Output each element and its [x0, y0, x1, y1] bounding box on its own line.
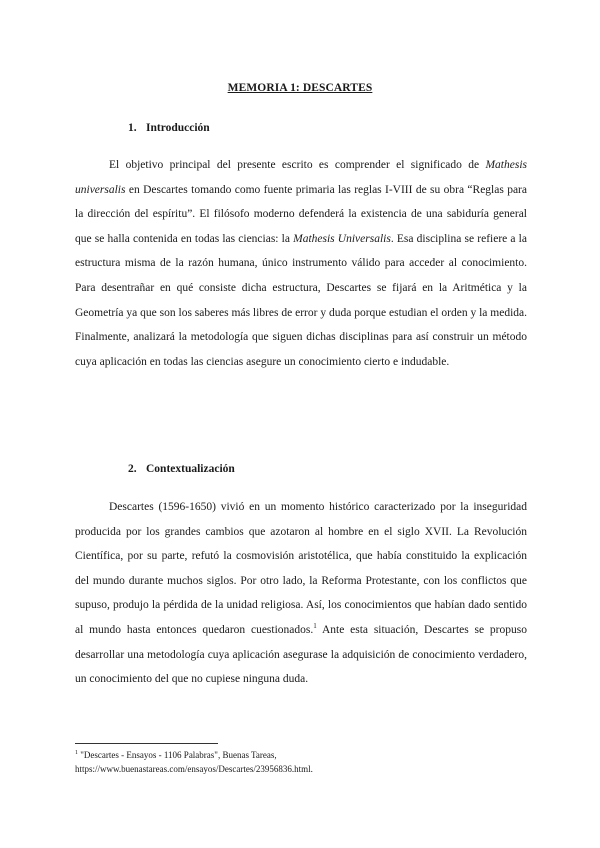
paragraph-text: Descartes (1596-1650) vivió en un momento histórico caracterizado por la inseguridad producida por los grandes cambios que azotaron al hombre en el siglo XVII. La Revolución Científica, por su parte, refutó la cosmovisión aristotélica, que había constituido la explicación del mundo durante muchos siglos. Por otro lado, la Reforma Protestante, con los conflictos que supuso, produjo la pérdida de la unidad religiosa. Así, los conocimientos que habían dado sentido al mundo hasta entonces quedaron cuestionados. — [75, 501, 527, 636]
footnote-mark: 1 — [75, 750, 78, 756]
paragraph-text: El objetivo principal del presente escrito es comprender el significado de — [109, 159, 486, 171]
footnote-text: "Descartes - Ensayos - 1106 Palabras", Buenas Tareas, — [78, 750, 277, 760]
footnote-separator — [75, 743, 218, 744]
section-number: 2. — [128, 463, 137, 475]
italic-term: Mathesis Universalis — [293, 232, 391, 245]
footnote-line — [75, 748, 527, 762]
footnote — [75, 748, 527, 776]
context-paragraph — [75, 495, 527, 692]
paragraph-text: . Esa disciplina se refiere a la estructura misma de la razón humana, único instrumento válido para acceder al conocimiento. Para desentrañar en qué consiste dicha estructura, Descartes se fijará en la Aritmética y la Geometría ya que son los saberes más libres de error y duda porque estudian el orden y la medida. Finalmente, analizará la metodología que siguen dichas disciplinas para así construir un método cuya aplicación en todas las ciencias asegure un conocimiento cierto e indudable. — [75, 232, 527, 368]
section-heading-text: Contextualización — [146, 463, 235, 475]
paragraph-text: Ante esta situación, Descartes se propuso desarrollar una metodología cuya aplicación asegurase la adquisición de conocimiento verdadero, un conocimiento del que no cupiese ninguna duda. — [75, 623, 527, 686]
footnote-reference[interactable]: 1 — [313, 622, 317, 631]
introduction-paragraph — [75, 153, 527, 374]
document-title: MEMORIA 1: DESCARTES — [227, 82, 373, 94]
section-heading-text: Introducción — [146, 122, 210, 134]
paragraph-text: en Descartes tomando como fuente primaria las reglas I-VIII de su obra “Reglas para la dirección del espíritu”. El filósofo moderno defenderá la existencia de una sabiduría general que se halla contenida en todas las ciencias: la — [75, 183, 527, 245]
section-heading-introduccion — [128, 122, 210, 134]
footnote-url[interactable]: https://www.buenastareas.com/ensayos/Descartes/23956836.html. — [75, 764, 313, 774]
section-heading-contextualizacion — [128, 463, 235, 475]
italic-term: Mathesis universalis — [75, 159, 527, 196]
section-number: 1. — [128, 122, 137, 134]
